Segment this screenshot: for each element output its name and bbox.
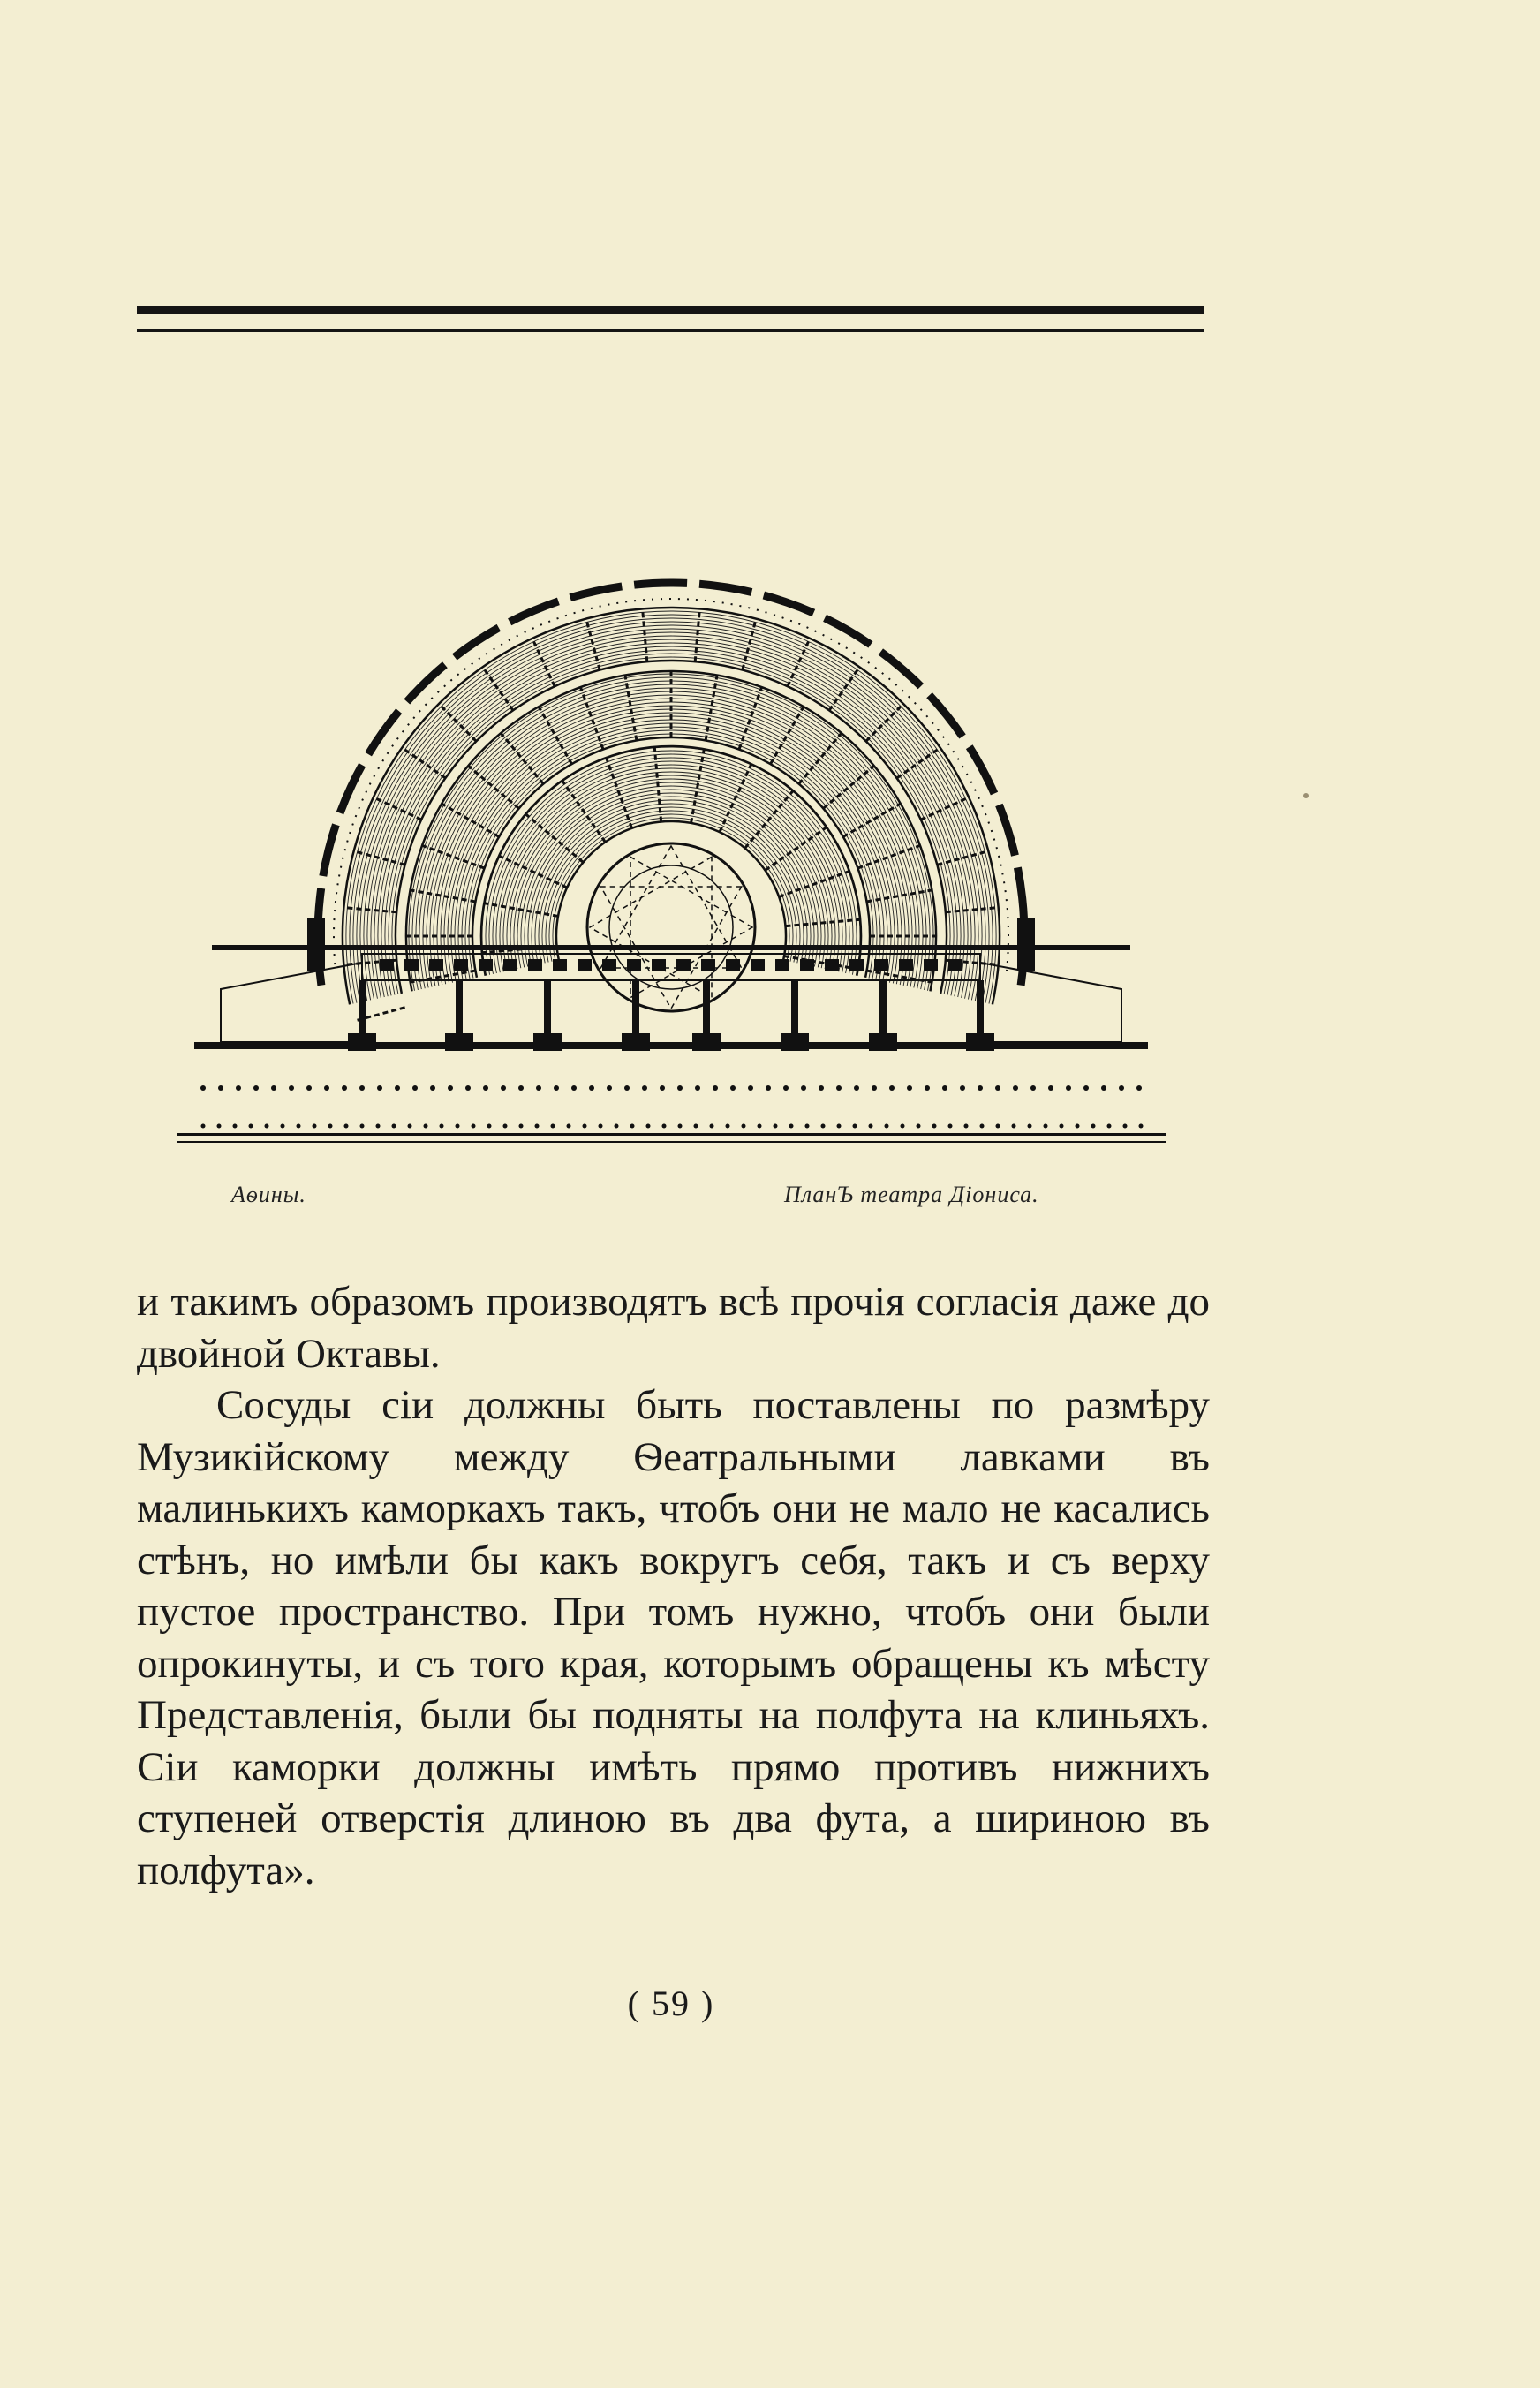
paper-speck: [1303, 793, 1309, 798]
caption-location: Аѳины.: [231, 1182, 306, 1207]
theatre-plan-illustration: [177, 424, 1166, 1148]
paragraph-1: и такимъ образомъ производятъ всѣ прочія согласія даже до двойной Октавы.: [137, 1279, 1210, 1377]
theatre-plan-drawing: [177, 583, 1166, 1143]
paragraph-2: Сосуды сіи должны быть поставлены по размѣру Музикійскому между Ѳеатральными лавками въ малинькихъ каморкахъ такъ, чтобъ они не мало не касались стѣнъ, но имѣли бы какъ вокругъ себя, такъ и съ верху пустое пространство. При томъ нужно, чтобъ они были опрокинуты, и съ того края, которымъ обращены къ мѣсту Представленія, были бы подняты на полфута на клиньяхъ. Сіи каморки должны имѣть прямо противъ нижнихъ ступеней отверстія длиною въ два фута, а шириною въ полфута».: [137, 1382, 1210, 1893]
top-rule-thick: [137, 306, 1204, 314]
top-rule-thin: [137, 329, 1204, 332]
body-text: [137, 1276, 1210, 1896]
page-number: ( 59 ): [627, 1984, 715, 2023]
caption-title: ПланЪ театра Діониса.: [784, 1182, 1039, 1207]
